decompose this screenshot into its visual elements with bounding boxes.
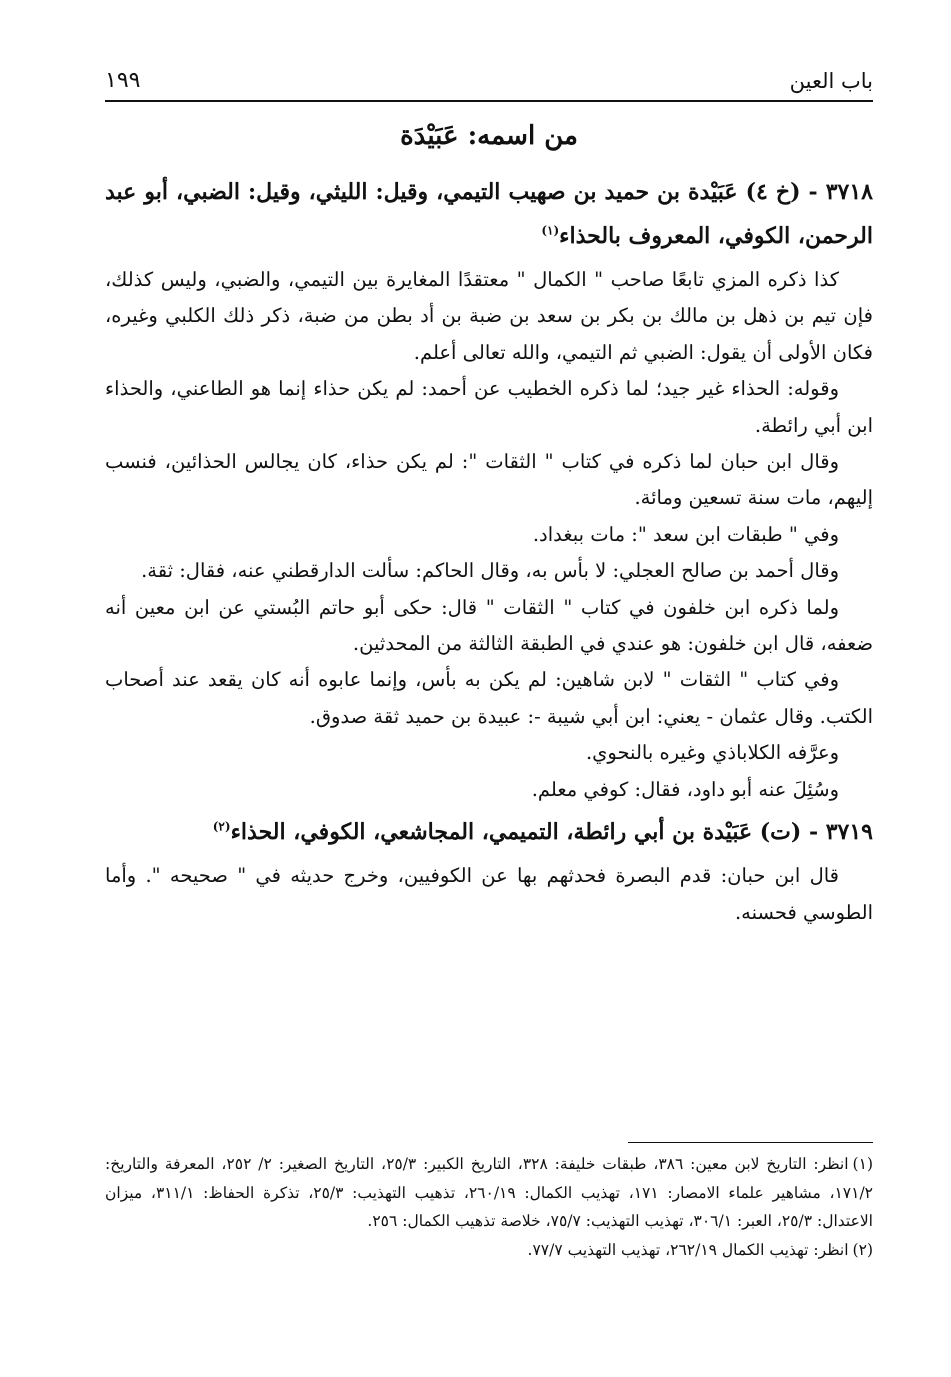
footnotes — [105, 1150, 873, 1264]
paragraph: وعرَّفه الكلاباذي وغيره بالنحوي. — [585, 741, 839, 765]
paragraph: وقوله: الحذاء غير جيد؛ لما ذكره الخطيب عن أحمد: لم يكن حذاء إنما هو الطاعني، والحذاء ابن أبي رائطة. — [105, 377, 873, 437]
section-title: من اسمه: عَبَيْدَة — [400, 121, 578, 151]
entry-heading-text: ٣٧١٨ - (خ ٤) عَبَيْدة بن حميد بن صهيب التيمي، وقيل: الليثي، وقيل: الضبي، أبو عبد الرحمن، الكوفي، المعروف بالحذاء — [105, 179, 873, 249]
page-body — [105, 112, 873, 931]
entry-heading — [105, 170, 873, 258]
footnote — [105, 1150, 873, 1236]
footnote — [105, 1236, 873, 1265]
footnote-text: انظر: التاريخ لابن معين: ٣٨٦، طبقات خليفة: ٣٢٨، التاريخ الكبير: ٢٥/٣، التاريخ الصغير: ٢/ ٢٥٢، المعرفة والتاريخ: ١٧١/٢، مشاهير علماء الامصار: ١٧١، تهذيب الكمال: ٢٦٠/١٩، تذهيب التهذيب: ٢٥/٣، تذكرة الحفاظ: ٣١١/١، ميزان الاعتدال: ٢٥/٣، العبر: ٣٠٦/١، تهذيب التهذيب: ٧٥/٧، خلاصة تذهيب الكمال: ٢٥٦. — [105, 1155, 873, 1230]
paragraph: ولما ذكره ابن خلفون في كتاب " الثقات " قال: حكى أبو حاتم البُستي عن ابن معين أنه ضعفه، قال ابن خلفون: هو عندي في الطبقة الثالثة من المحدثين. — [105, 595, 873, 656]
entry-heading-text: ٣٧١٩ - (ت) عَبَيْدة بن أبي رائطة، التميمي، المجاشعي، الكوفي، الحذاء — [230, 819, 873, 846]
footnote-number: (١) — [852, 1155, 873, 1173]
footnote-number: (٢) — [852, 1240, 873, 1259]
footnote-ref: (١) — [541, 223, 560, 238]
running-header-section: باب العين — [789, 69, 873, 93]
footnote-ref: (٢) — [212, 819, 231, 834]
paragraph: وفي " طبقات ابن سعد ": مات ببغداد. — [532, 522, 839, 546]
footnote-divider — [628, 1142, 873, 1143]
entry-heading — [105, 810, 873, 854]
paragraph: وفي كتاب " الثقات " لابن شاهين: لم يكن به بأس، وإنما عابوه أنه كان يقعد عند أصحاب الكتب. وقال عثمان - يعني: ابن أبي شيبة -: عبيدة بن حميد ثقة صدوق. — [105, 668, 873, 728]
paragraph: قال ابن حبان: قدم البصرة فحدثهم بها عن الكوفيين، وخرج حديثه في " صحيحه ". وأما الطوسي فحسنه. — [105, 864, 873, 924]
paragraph: وقال ابن حبان لما ذكره في كتاب " الثقات ": لم يكن حذاء، كان يجالس الحذائين، فنسب إليهم، مات سنة تسعين ومائة. — [105, 450, 873, 510]
page-number: ١٩٩ — [105, 68, 141, 93]
page-header — [105, 66, 873, 102]
paragraph: وقال أحمد بن صالح العجلي: لا بأس به، وقال الحاكم: سألت الدارقطني عنه، فقال: ثقة. — [141, 559, 839, 583]
paragraph: وسُئِلَ عنه أبو داود، فقال: كوفي معلم. — [531, 777, 839, 801]
footnote-text: انظر: تهذيب الكمال ٢٦٢/١٩، تهذيب التهذيب ٧٧/٧. — [527, 1240, 849, 1259]
paragraph: كذا ذكره المزي تابعًا صاحب " الكمال " معتقدًا المغايرة بين التيمي، والضبي، وليس كذلك، فإن تيم بن ذهل بن مالك بن بكر بن سعد بن ضبة بن أد بطن من ضبة، ذكر ذلك الكلبي وغيره، فكان الأولى أن يقول: الضبي ثم التيمي، والله تعالى أعلم. — [105, 268, 873, 364]
